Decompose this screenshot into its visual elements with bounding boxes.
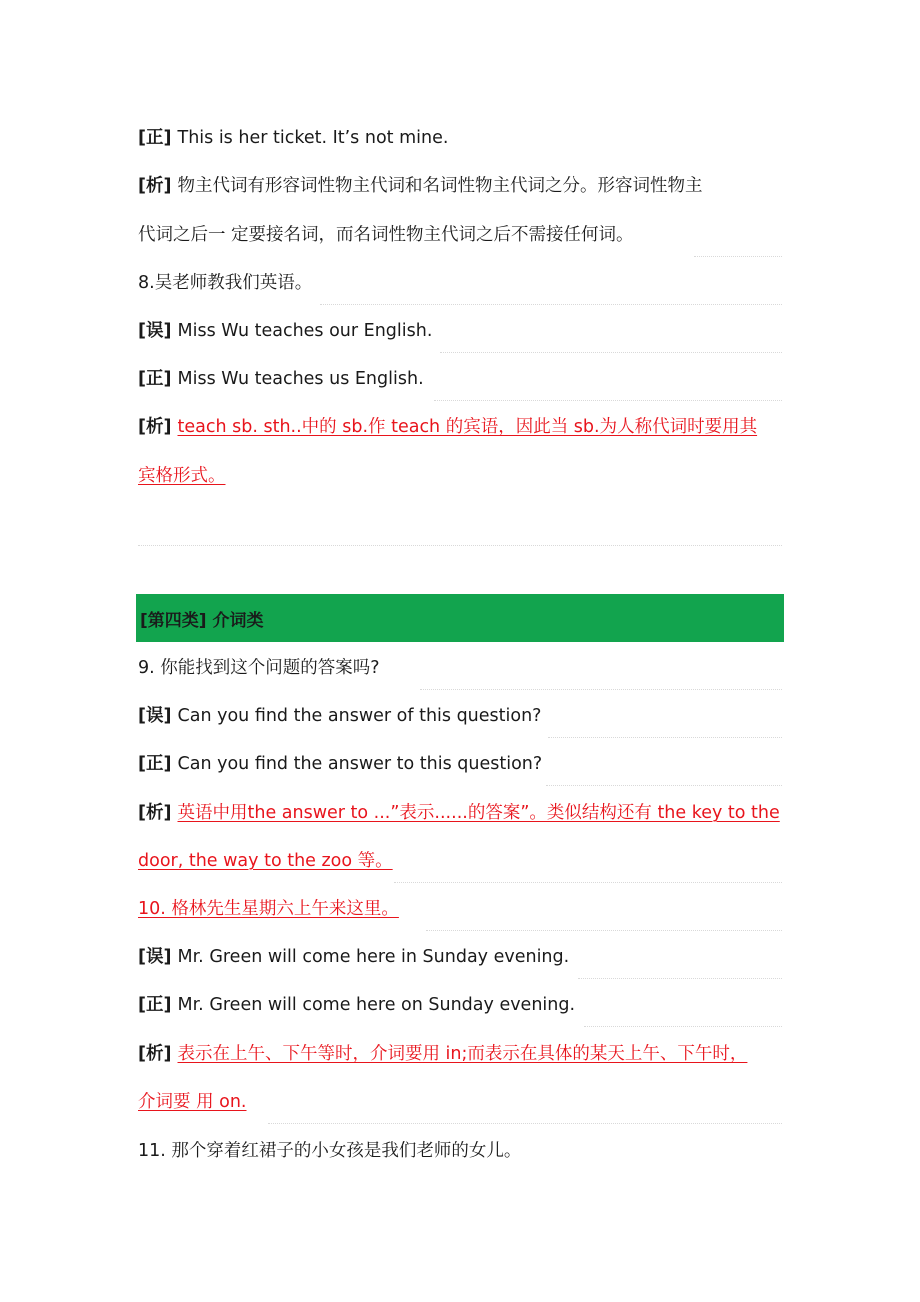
question-text: 11. 那个穿着红裙子的小女孩是我们老师的女儿。 <box>138 1141 522 1161</box>
correct-sentence: Mr. Green will come here on Sunday evening. <box>177 995 576 1015</box>
analysis-line <box>138 800 788 826</box>
correct-line <box>138 992 788 1018</box>
wrong-line <box>138 944 788 970</box>
dotted-leader <box>138 545 782 546</box>
question-text: 10. 格林先生星期六上午来这里。 <box>138 899 399 919</box>
question-8 <box>138 270 788 296</box>
correct-tag: [正] <box>138 128 172 148</box>
wrong-line <box>138 318 788 344</box>
analysis-tag: [析] <box>138 803 172 823</box>
correct-line <box>138 751 788 777</box>
wrong-sentence: Mr. Green will come here in Sunday evening. <box>177 947 570 967</box>
analysis-line <box>138 173 788 199</box>
correct-tag: [正] <box>138 754 172 774</box>
question-10 <box>138 896 788 922</box>
analysis-continuation <box>138 848 788 874</box>
dotted-leader <box>546 785 782 786</box>
question-text: 9. 你能找到这个问题的答案吗? <box>138 658 380 678</box>
analysis-tag: [析] <box>138 1044 172 1064</box>
dotted-leader <box>268 1123 782 1124</box>
section-title: [第四类] 介词类 <box>140 611 264 631</box>
analysis-text: 英语中用the answer to ...”表示......的答案”。类似结构还有 the key to the <box>177 803 780 823</box>
correct-sentence: Can you find the answer to this question? <box>177 754 543 774</box>
analysis-line <box>138 1041 788 1067</box>
analysis-text: 宾格形式。 <box>138 466 226 486</box>
dotted-leader <box>694 256 782 257</box>
analysis-text: 代词之后一 定要接名词，而名词性物主代词之后不需接任何词。 <box>138 225 634 245</box>
question-11 <box>138 1138 788 1164</box>
dotted-leader <box>584 1026 782 1027</box>
analysis-tag: [析] <box>138 176 172 196</box>
wrong-tag: [误] <box>138 947 172 967</box>
question-9 <box>138 655 788 681</box>
correct-sentence: Miss Wu teaches us English. <box>177 369 424 389</box>
analysis-continuation <box>138 463 788 489</box>
wrong-sentence: Miss Wu teaches our English. <box>177 321 433 341</box>
analysis-text: teach sb. sth..中的 sb.作 teach 的宾语，因此当 sb.为人称代词时要用其 <box>177 417 758 437</box>
dotted-leader <box>420 689 782 690</box>
dotted-leader <box>548 737 782 738</box>
dotted-leader <box>440 352 782 353</box>
correct-sentence: This is her ticket. It’s not mine. <box>177 128 449 148</box>
wrong-line <box>138 703 788 729</box>
analysis-text: 介词要 用 on. <box>138 1092 247 1112</box>
dotted-leader <box>394 882 782 883</box>
analysis-text: door, the way to the zoo 等。 <box>138 851 393 871</box>
analysis-continuation <box>138 1089 788 1115</box>
correct-line <box>138 366 788 392</box>
correct-tag: [正] <box>138 369 172 389</box>
dotted-leader <box>578 978 782 979</box>
wrong-sentence: Can you find the answer of this question? <box>177 706 542 726</box>
analysis-text: 表示在上午、下午等时，介词要用 in;而表示在具体的某天上午、下午时， <box>177 1044 748 1064</box>
analysis-text: 物主代词有形容词性物主代词和名词性物主代词之分。形容词性物主 <box>177 176 703 196</box>
dotted-leader <box>320 304 782 305</box>
wrong-tag: [误] <box>138 321 172 341</box>
dotted-leader <box>426 930 782 931</box>
analysis-tag: [析] <box>138 417 172 437</box>
correct-tag: [正] <box>138 995 172 1015</box>
wrong-tag: [误] <box>138 706 172 726</box>
dotted-leader <box>434 400 782 401</box>
section-banner <box>136 594 784 642</box>
analysis-line <box>138 414 788 440</box>
answer-correct-line <box>138 125 788 151</box>
analysis-continuation <box>138 222 788 248</box>
question-text: 8.吴老师教我们英语。 <box>138 273 313 293</box>
